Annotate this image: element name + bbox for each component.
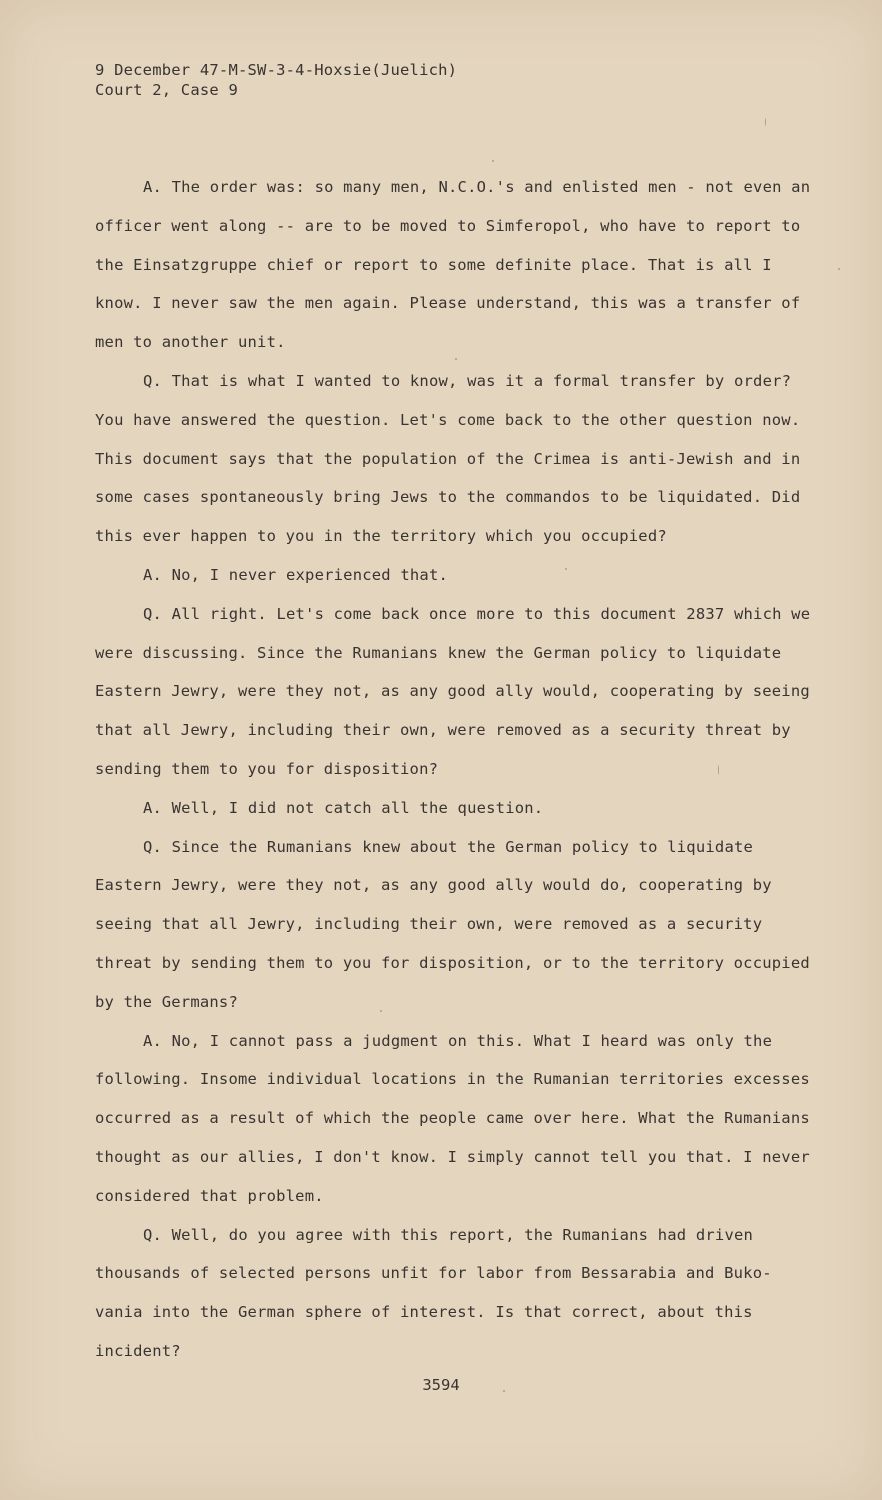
paper-speck — [565, 568, 567, 570]
transcript-paragraph: Q. All right. Let's come back once more to this document 2837 which we were discussing. Since the Rumanians knew the German policy to liquidate Eastern Jewry, were they not, as any good ally would, cooperating by seeing that all Jewry, including their own, were removed as a security threat by sending them to you for disposition? — [95, 604, 811, 778]
transcript-body — [95, 168, 825, 1371]
paper-speck — [503, 1390, 505, 1392]
transcript-paragraph: Q. That is what I wanted to know, was it a formal transfer by order? You have answered the question. Let's come back to the other question now. This document says that the population of the Crimea is anti-Jewish and in some cases spontaneously bring Jews to the commandos to be liquidated. Did this ever happen to you in the territory which you occupied? — [95, 371, 801, 546]
page-number: 3594 — [422, 1376, 460, 1394]
transcript-paragraph: Q. Well, do you agree with this report, the Rumanians had driven thousands of selected persons unfit for labor from Bessarabia and Buko- vania into the German sphere of interest. Is that correct, about this incident? — [95, 1225, 772, 1360]
paper-speck — [455, 358, 457, 360]
document-header — [95, 60, 457, 100]
paper-speck — [380, 1010, 382, 1012]
transcript-paragraph: Q. Since the Rumanians knew about the German policy to liquidate Eastern Jewry, were they not, as any good ally would do, cooperating by seeing that all Jewry, including their own, were removed as a security threat by sending them to you for disposition, or to the territory occupied by the Germans? — [95, 837, 810, 1011]
header-court-case: Court 2, Case 9 — [95, 81, 238, 99]
paper-speck — [765, 118, 766, 126]
transcript-paragraph: A. Well, I did not catch all the question. — [143, 798, 544, 817]
transcript-paragraph: A. No, I cannot pass a judgment on this. What I heard was only the following. Insome individual locations in the Rumanian territories excesses occurred as a result of which the people came over here. What the Rumanians thought as our allies, I don't know. I simply cannot tell you that. I never considered that problem. — [95, 1031, 810, 1205]
header-reference: 9 December 47-M-SW-3-4-Hoxsie(Juelich) — [95, 61, 458, 79]
paper-speck — [718, 765, 719, 775]
transcript-paragraph: A. No, I never experienced that. — [143, 565, 449, 584]
transcript-paragraph: A. The order was: so many men, N.C.O.'s and enlisted men - not even an officer went along -- are to be moved to Simferopol, who have to report to the Einsatzgruppe chief or report to some definite place. That is all I know. I never saw the men again. Please understand, this was a transfer of men to another unit. — [95, 178, 811, 352]
paper-speck — [492, 160, 494, 162]
paper-speck — [838, 268, 840, 270]
